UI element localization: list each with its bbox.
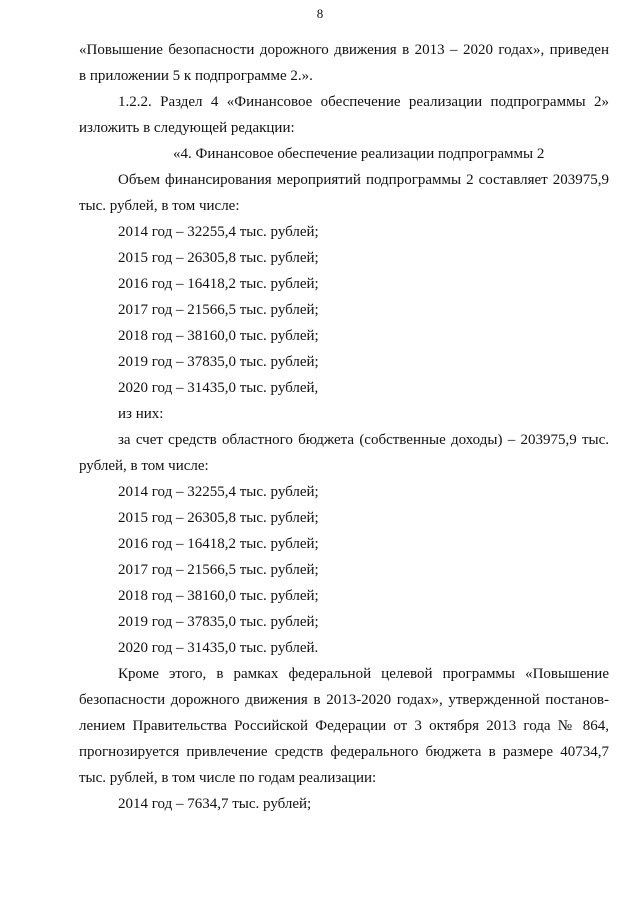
- federal-paragraph-line-4: прогнозируется привлечение средств федерального бюджета в размере 40734,7: [79, 744, 609, 760]
- year-total-line: 2019 год – 37835,0 тыс. рублей;: [118, 354, 319, 370]
- year-regional-line: 2019 год – 37835,0 тыс. рублей;: [118, 614, 319, 630]
- federal-paragraph-line-5: тыс. рублей, в том числе по годам реализации:: [79, 770, 377, 786]
- of-them-label: из них:: [118, 406, 164, 422]
- year-total-line: 2014 год – 32255,4 тыс. рублей;: [118, 224, 319, 240]
- year-federal-line: 2014 год – 7634,7 тыс. рублей;: [118, 796, 312, 812]
- federal-paragraph-line-2: безопасности дорожного движения в 2013-2020 годах», утвержденной постанов-: [79, 692, 609, 708]
- year-regional-line: 2015 год – 26305,8 тыс. рублей;: [118, 510, 319, 526]
- year-total-line: 2018 год – 38160,0 тыс. рублей;: [118, 328, 319, 344]
- year-total-line: 2016 год – 16418,2 тыс. рублей;: [118, 276, 319, 292]
- page-number: 8: [316, 6, 324, 21]
- year-total-line: 2017 год – 21566,5 тыс. рублей;: [118, 302, 319, 318]
- year-regional-line: 2020 год – 31435,0 тыс. рублей.: [118, 640, 319, 656]
- item-line-1: 1.2.2. Раздел 4 «Финансовое обеспечение реализации подпрограммы 2»: [118, 94, 609, 110]
- intro-line-2: в приложении 5 к подпрограмме 2.».: [79, 68, 313, 84]
- year-regional-line: 2018 год – 38160,0 тыс. рублей;: [118, 588, 319, 604]
- regional-paragraph-line-2: рублей, в том числе:: [79, 458, 209, 474]
- total-paragraph-line-2: тыс. рублей, в том числе:: [79, 198, 240, 214]
- year-total-line: 2015 год – 26305,8 тыс. рублей;: [118, 250, 319, 266]
- year-regional-line: 2017 год – 21566,5 тыс. рублей;: [118, 562, 319, 578]
- document-body: [79, 37, 609, 817]
- year-regional-line: 2016 год – 16418,2 тыс. рублей;: [118, 536, 319, 552]
- federal-paragraph-line-1: Кроме этого, в рамках федеральной целевой программы «Повышение: [118, 666, 609, 682]
- total-paragraph-line-1: Объем финансирования мероприятий подпрограммы 2 составляет 203975,9: [118, 172, 609, 188]
- year-total-line: 2020 год – 31435,0 тыс. рублей,: [118, 380, 319, 396]
- year-regional-line: 2014 год – 32255,4 тыс. рублей;: [118, 484, 319, 500]
- intro-line-1: «Повышение безопасности дорожного движения в 2013 – 2020 годах», приведен: [79, 42, 609, 58]
- federal-paragraph-line-3: лением Правительства Российской Федерации от 3 октября 2013 года № 864,: [79, 718, 609, 734]
- section-heading: «4. Финансовое обеспечение реализации подпрограммы 2: [173, 146, 545, 162]
- regional-paragraph-line-1: за счет средств областного бюджета (собственные доходы) – 203975,9 тыс.: [118, 432, 609, 448]
- item-line-2: изложить в следующей редакции:: [79, 120, 295, 136]
